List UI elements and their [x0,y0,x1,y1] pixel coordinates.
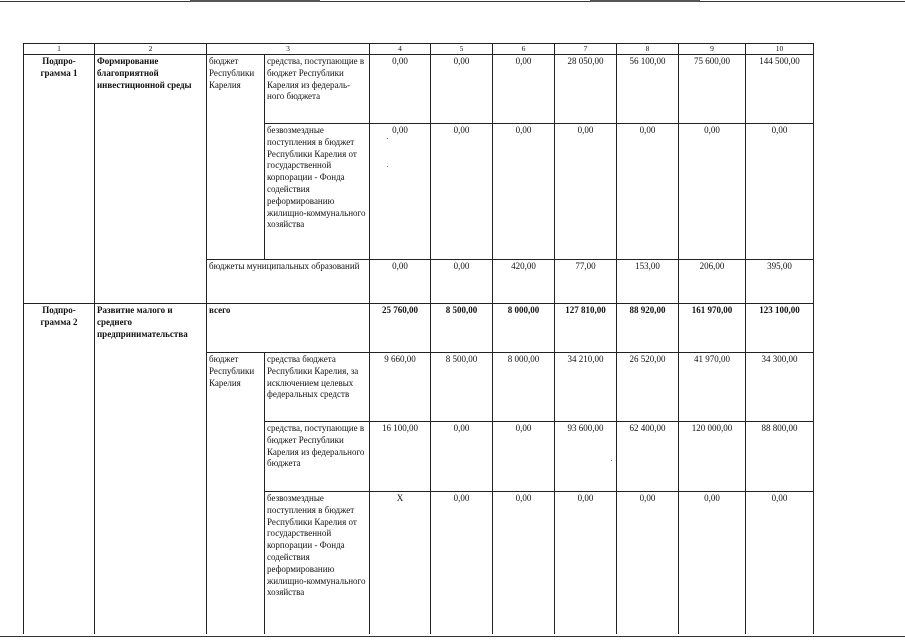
column-number: 9 [679,44,746,55]
value-cell: 0,00 [746,492,814,634]
value-cell: 0,00 [493,124,555,260]
value-cell: 0,00 [370,124,431,260]
value-cell: 0,00 [555,124,617,260]
value-cell: 0,00 [555,492,617,634]
budget-table [23,43,814,634]
value-cell: 8 500,00 [431,353,493,422]
value-cell: 0,00 [493,55,555,124]
scan-artifact [190,0,320,2]
scan-artifact [590,0,700,2]
value-cell: 120 000,00 [679,422,746,492]
value-cell: 0,00 [370,55,431,124]
value-cell: 34 210,00 [555,353,617,422]
program-label: Подпро- грамма 1 [24,55,95,304]
value-cell: 93 600,00 [555,422,617,492]
value-cell: 123 100,00 [746,304,814,353]
value-cell: 0,00 [431,422,493,492]
column-number: 6 [493,44,555,55]
value-cell: 9 660,00 [370,353,431,422]
source-cell: средства, поступающие в бюджет Республики Карелия из федерального бюджета [265,422,370,492]
value-cell: 144 500,00 [746,55,814,124]
column-number: 10 [746,44,814,55]
column-number: 3 [207,44,370,55]
value-cell: 395,00 [746,260,814,304]
value-cell: 28 050,00 [555,55,617,124]
column-number: 1 [24,44,95,55]
program-title: Развитие малого и среднего предпринимательства [95,304,207,634]
source-cell: средства бюджета Республики Карелия, за исключением целевых федеральных средств [265,353,370,422]
source-cell: безвозмездные поступления в бюджет Республики Карелия от государственной корпорации - Фонда содействия реформированию жилищно-коммунального хозяйства [265,124,370,260]
scan-speck [387,138,388,139]
value-cell: 88 920,00 [617,304,679,353]
value-cell: 62 400,00 [617,422,679,492]
value-cell: 0,00 [493,422,555,492]
program-label: Подпро- грамма 2 [24,304,95,634]
value-cell: 0,00 [617,492,679,634]
value-cell: 0,00 [679,492,746,634]
scan-speck [611,460,612,461]
source-cell: средства, поступающие в бюджет Республики Карелия из федераль-ного бюджета [265,55,370,124]
column-number-row [24,44,814,55]
value-cell: 25 760,00 [370,304,431,353]
value-cell: 8 500,00 [431,304,493,353]
value-cell: 0,00 [493,492,555,634]
value-cell: 16 100,00 [370,422,431,492]
value-cell: 0,00 [370,260,431,304]
program-title: Формирование благоприятной инвестиционной среды [95,55,207,304]
column-number: 2 [95,44,207,55]
value-cell: 77,00 [555,260,617,304]
total-label: всего [207,304,370,353]
page-bottom-edge [0,636,905,637]
page-top-edge [0,1,905,2]
value-cell: 127 810,00 [555,304,617,353]
source-cell: безвозмездные поступления в бюджет Республики Карелия от государственной корпорации - Фонда содействия реформированию жилищно-коммунального хозяйства [265,492,370,634]
value-cell: Х [370,492,431,634]
table-row [24,304,814,353]
value-cell: 161 970,00 [679,304,746,353]
value-cell: 75 600,00 [679,55,746,124]
value-cell: 0,00 [431,55,493,124]
column-number: 8 [617,44,679,55]
value-cell: 56 100,00 [617,55,679,124]
source-group: бюджет Республики Карелия [207,55,265,260]
value-cell: 420,00 [493,260,555,304]
value-cell: 0,00 [617,124,679,260]
value-cell: 0,00 [679,124,746,260]
source-cell: бюджеты муниципальных образований [207,260,370,304]
value-cell: 34 300,00 [746,353,814,422]
value-cell: 153,00 [617,260,679,304]
column-number: 7 [555,44,617,55]
column-number: 5 [431,44,493,55]
value-cell: 41 970,00 [679,353,746,422]
value-cell: 0,00 [431,124,493,260]
scan-speck [387,166,388,167]
value-cell: 8 000,00 [493,304,555,353]
column-number: 4 [370,44,431,55]
value-cell: 8 000,00 [493,353,555,422]
value-cell: 206,00 [679,260,746,304]
value-cell: 0,00 [746,124,814,260]
value-cell: 88 800,00 [746,422,814,492]
value-cell: 26 520,00 [617,353,679,422]
value-cell: 0,00 [431,260,493,304]
table-row [24,55,814,124]
value-cell: 0,00 [431,492,493,634]
source-group: бюджет Республики Карелия [207,353,265,634]
